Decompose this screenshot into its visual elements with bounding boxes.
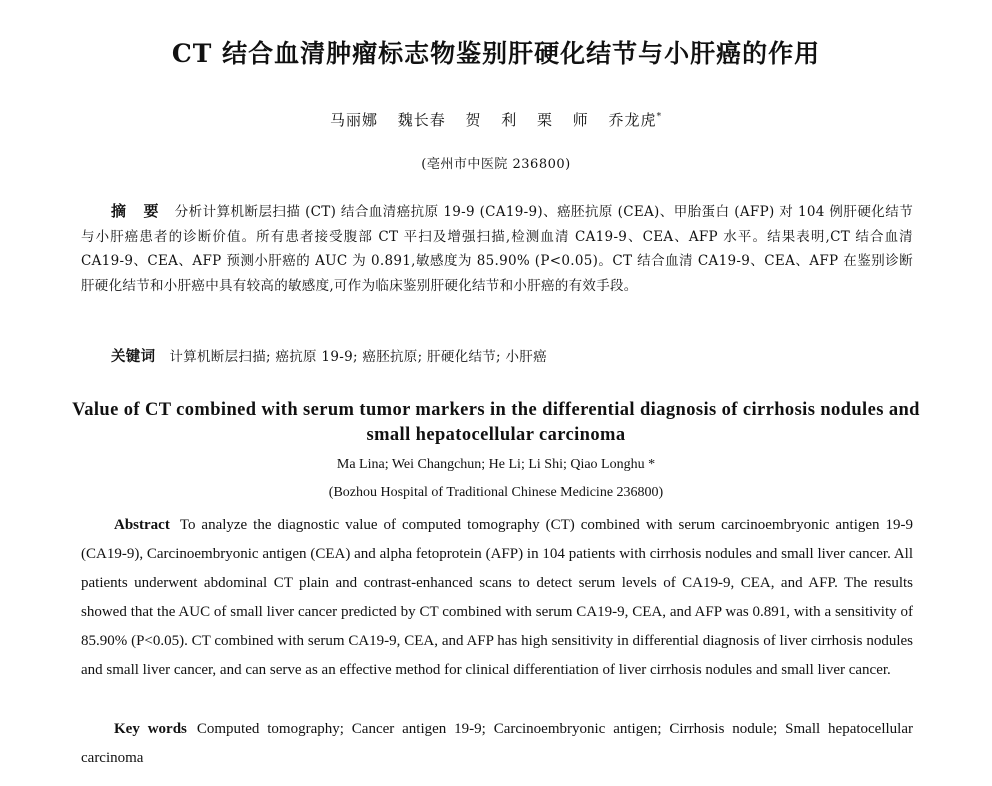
corresponding-author-mark: * [656, 112, 663, 122]
english-keywords [81, 715, 913, 773]
chinese-title: CT 结合血清肿瘤标志物鉴别肝硬化结节与小肝癌的作用 [171, 39, 821, 68]
english-keywords-text: Computed tomography; Cancer antigen 19-9; Carcinoembryonic antigen; Cirrhosis nodule; Small hepatocellular carcinoma [81, 721, 913, 766]
english-affiliation: (Bozhou Hospital of Traditional Chinese Medicine 236800) [328, 485, 664, 500]
chinese-affiliation: (亳州市中医院 236800) [421, 157, 571, 172]
chinese-authors [0, 109, 992, 130]
english-title: Value of CT combined with serum tumor markers in the differential diagnosis of cirrhosis nodules and small hepatocellular carcinoma [72, 400, 920, 445]
english-abstract [81, 511, 913, 685]
chinese-keywords-text: 计算机断层扫描; 癌抗原 19-9; 癌胚抗原; 肝硬化结节; 小肝癌 [169, 349, 547, 365]
chinese-author-list: 马丽娜 魏长春 贺 利 栗 师 乔龙虎 [329, 111, 657, 129]
chinese-abstract-text: 分析计算机断层扫描 (CT) 结合血清癌抗原 19-9 (CA19-9)、癌胚抗原 (CEA)、甲胎蛋白 (AFP) 对 104 例肝硬化结节与小肝癌患者的诊断价值。所有患者接受腹部 CT 平扫及增强扫描,检测血清 CA19-9、CEA、AFP 水平。结果表明,CT 结合血清 CA19-9、CEA、AFP 预测小肝癌的 AUC 为 0.891,敏感度为 85.90% (P<0.05)。CT 结合血清 CA19-9、CEA、AFP 在鉴别诊断肝硬化结节和小肝癌中具有较高的敏感度,可作为临床鉴别肝硬化结节和小肝癌的有效手段。 [81, 204, 913, 294]
chinese-keywords-label: 关键词 [111, 348, 156, 365]
chinese-abstract [81, 199, 913, 298]
chinese-keywords [111, 345, 911, 366]
english-authors: Ma Lina; Wei Changchun; He Li; Li Shi; Qiao Longhu * [336, 457, 656, 472]
english-abstract-label: Abstract [114, 517, 170, 533]
chinese-abstract-label: 摘 要 [111, 202, 165, 220]
english-abstract-text: To analyze the diagnostic value of computed tomography (CT) combined with serum carcinoembryonic antigen 19-9 (CA19-9), Carcinoembryonic antigen (CEA) and alpha fetoprotein (AFP) in 104 patients with cirrhosis nodules and small liver cancer. All patients underwent abdominal CT plain and contrast-enhanced scans to detect serum levels of CA19-9, CEA, and AFP. The results showed that the AUC of small liver cancer predicted by CT combined with serum CA19-9, CEA, and AFP was 0.891, with a sensitivity of 85.90% (P<0.05). CT combined with serum CA19-9, CEA, and AFP has high sensitivity in differential diagnosis of liver cirrhosis nodules and small liver cancer, and can serve as an effective method for clinical differentiation of liver cirrhosis nodules and small liver cancer. [81, 517, 913, 678]
english-keywords-label: Key words [114, 721, 187, 737]
